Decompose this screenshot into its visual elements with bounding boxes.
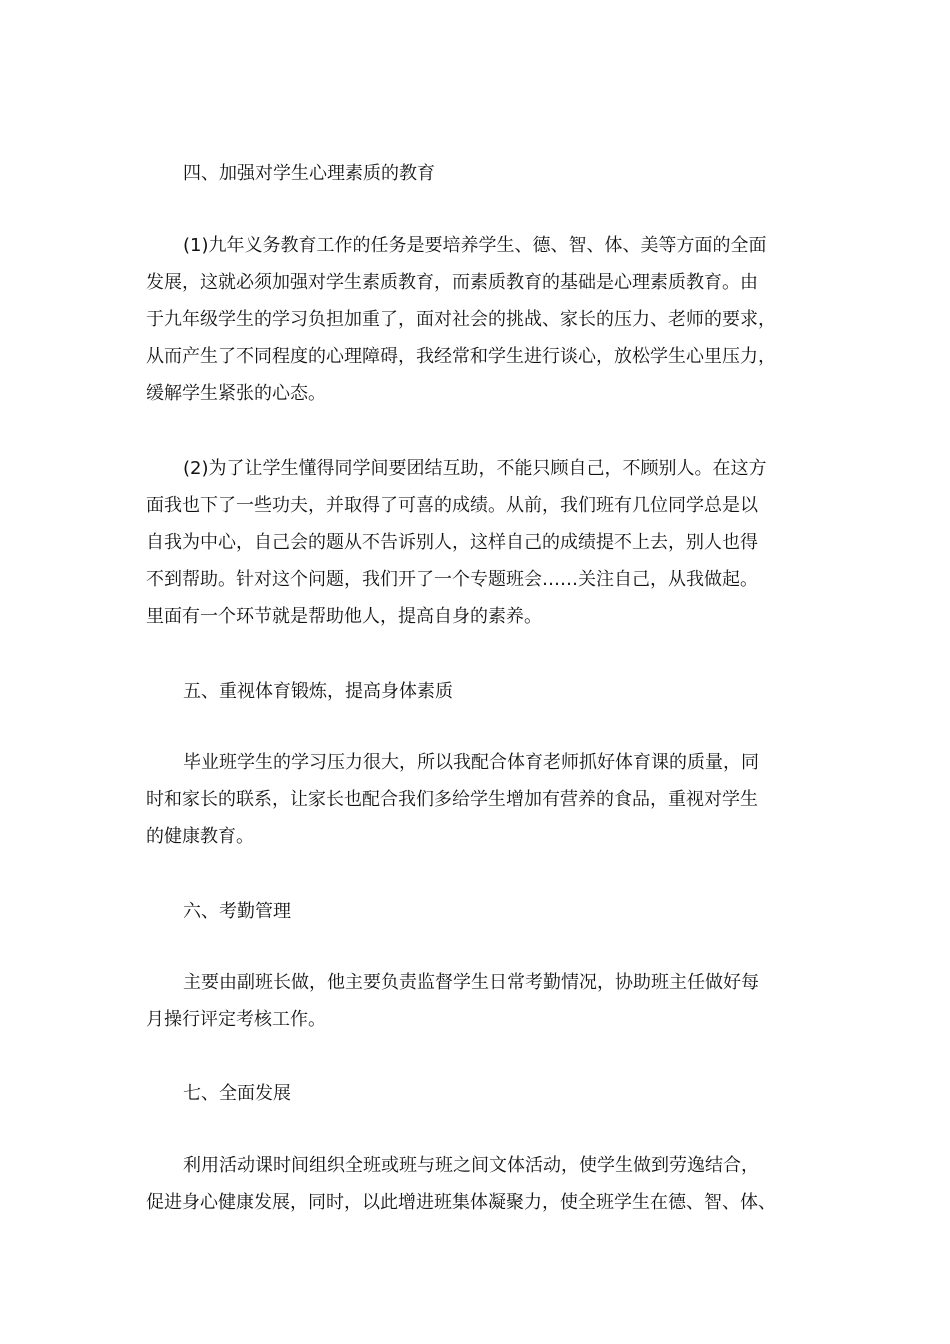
text-line: 利用活动课时间组织全班或班与班之间文体活动，使学生做到劳逸结合， xyxy=(183,1155,759,1176)
section-heading-4: 四、加强对学生心理素质的教育 xyxy=(183,163,435,184)
text-line: (1)九年义务教育工作的任务是要培养学生、德、智、体、美等方面的全面 xyxy=(183,235,767,256)
text-line: 主要由副班长做，他主要负责监督学生日常考勤情况，协助班主任做好每 xyxy=(183,972,759,993)
text-line: 促进身心健康发展，同时，以此增进班集体凝聚力，使全班学生在德、智、体、 xyxy=(146,1192,776,1213)
text-line: 毕业班学生的学习压力很大，所以我配合体育老师抓好体育课的质量，同 xyxy=(183,752,759,773)
paragraph-6-1 xyxy=(146,964,826,1038)
paragraph-4-1 xyxy=(146,227,826,412)
paragraph-5-1 xyxy=(146,744,826,855)
paragraph-4-2 xyxy=(146,450,826,635)
text-line: 的健康教育。 xyxy=(146,826,254,847)
text-line: 月操行评定考核工作。 xyxy=(146,1009,326,1030)
text-line: 发展，这就必须加强对学生素质教育，而素质教育的基础是心理素质教育。由 xyxy=(146,272,758,293)
text-line: 于九年级学生的学习负担加重了，面对社会的挑战、家长的压力、老师的要求， xyxy=(146,309,776,330)
text-line: 自我为中心，自己会的题从不告诉别人，这样自己的成绩提不上去，别人也得 xyxy=(146,532,758,553)
section-heading-5: 五、重视体育锻炼，提高身体素质 xyxy=(183,681,453,702)
text-line: 从而产生了不同程度的心理障碍，我经常和学生进行谈心，放松学生心里压力， xyxy=(146,346,776,367)
text-line: 不到帮助。针对这个问题，我们开了一个专题班会……关注自己，从我做起。 xyxy=(146,569,758,590)
text-line: (2)为了让学生懂得同学间要团结互助，不能只顾自己，不顾别人。在这方 xyxy=(183,458,767,479)
paragraph-7-1 xyxy=(146,1147,826,1221)
text-line: 时和家长的联系，让家长也配合我们多给学生增加有营养的食品，重视对学生 xyxy=(146,789,758,810)
section-heading-7: 七、全面发展 xyxy=(183,1083,291,1104)
text-line: 缓解学生紧张的心态。 xyxy=(146,383,326,404)
text-line: 里面有一个环节就是帮助他人，提高自身的素养。 xyxy=(146,606,542,627)
section-heading-6: 六、考勤管理 xyxy=(183,901,291,922)
text-line: 面我也下了一些功夫，并取得了可喜的成绩。从前，我们班有几位同学总是以 xyxy=(146,495,758,516)
